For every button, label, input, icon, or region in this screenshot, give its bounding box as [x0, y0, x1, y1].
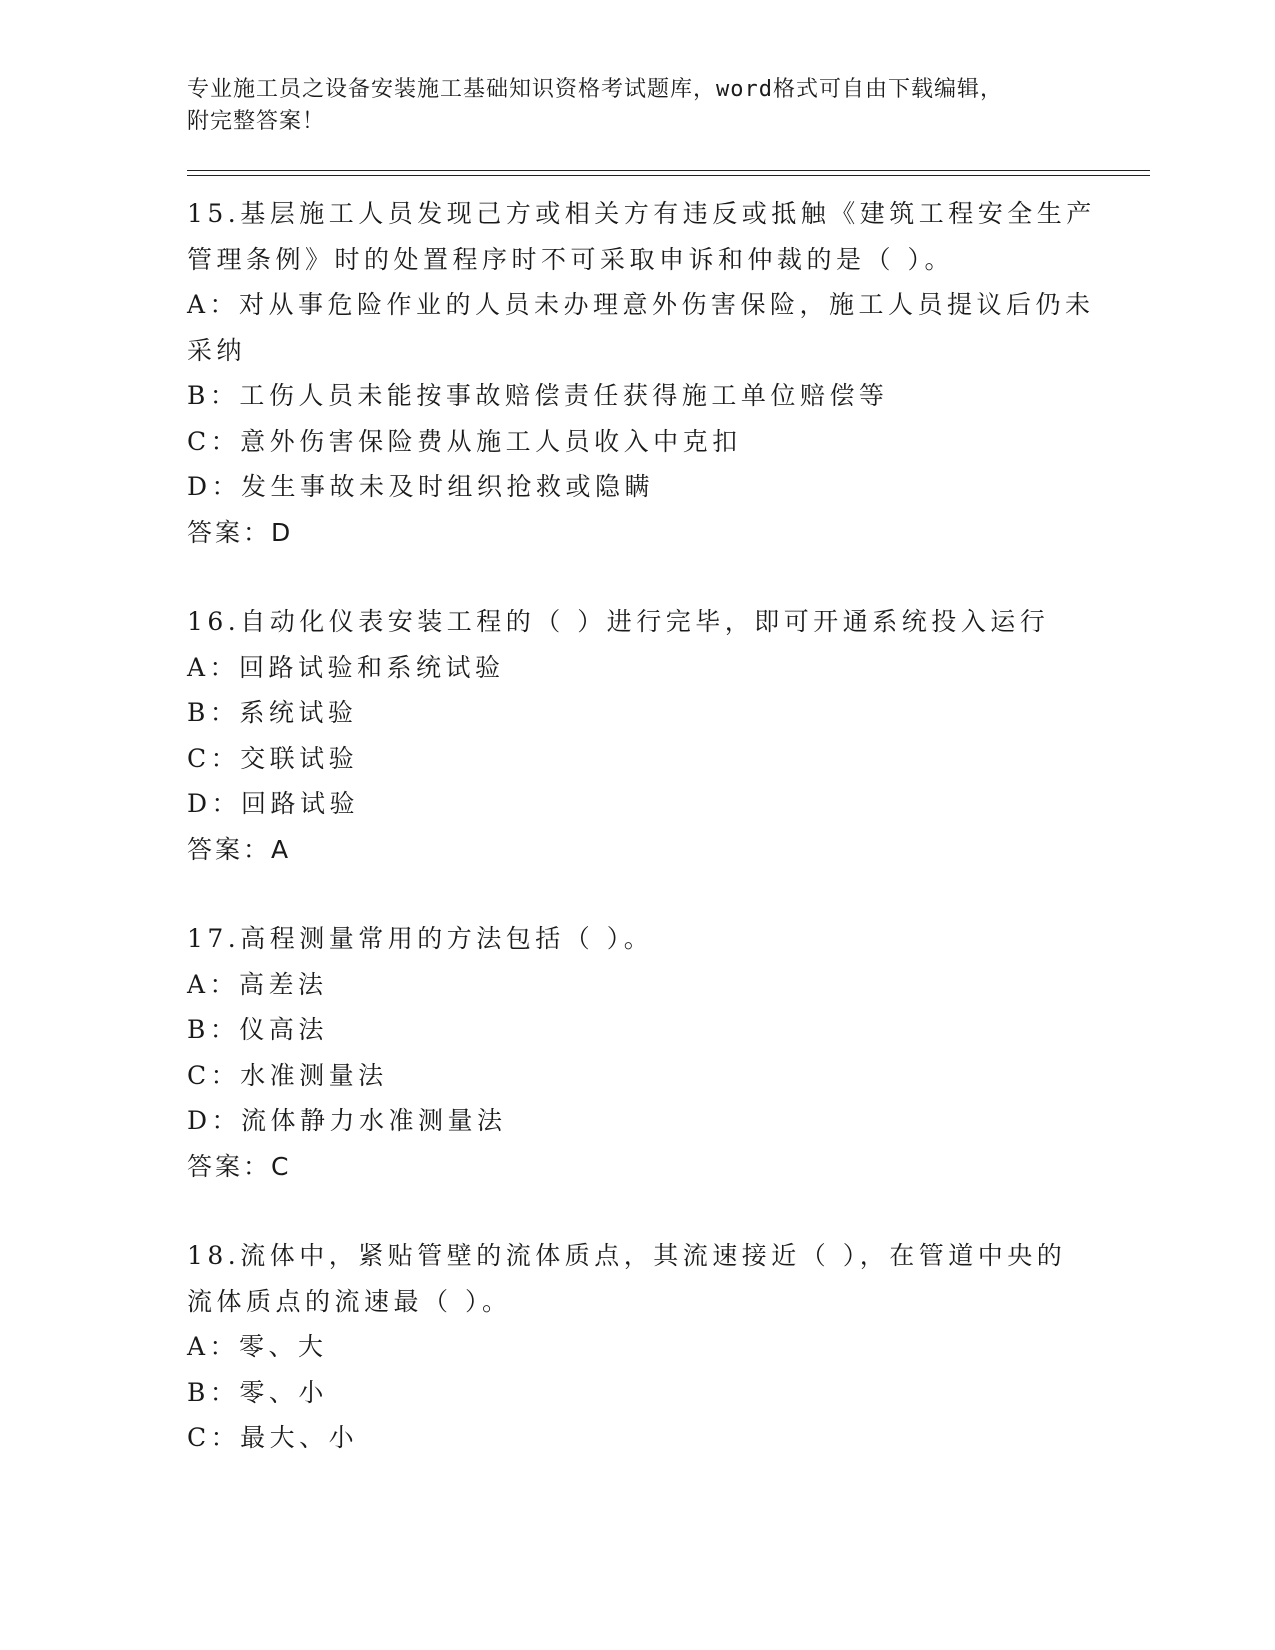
- option-d: D：流体静力水准测量法: [187, 1106, 507, 1135]
- question-stem-line: 16.自动化仪表安装工程的（ ）进行完毕，即可开通系统投入运行: [187, 607, 1050, 636]
- answer-line: 答案：D: [187, 517, 294, 547]
- question-stem-line: 17.高程测量常用的方法包括（ ）。: [187, 924, 654, 953]
- option-c: C：意外伤害保险费从施工人员收入中克扣: [187, 426, 742, 456]
- question-stem-line: 流体质点的流速最（ ）。: [187, 1286, 512, 1316]
- option-b: B：工伤人员未能按事故赔偿责任获得施工单位赔偿等: [187, 381, 889, 410]
- option-c: C：交联试验: [187, 743, 359, 773]
- question-stem-line: 18.流体中，紧贴管壁的流体质点，其流速接近（ ），在管道中央的: [187, 1241, 1067, 1270]
- option-a-continued: 采纳: [187, 335, 247, 365]
- option-b: B：仪高法: [187, 1015, 328, 1044]
- option-b: B：系统试验: [187, 698, 358, 727]
- question-16: [187, 599, 1107, 872]
- question-15: [187, 191, 1107, 555]
- option-d: D：发生事故未及时组织抢救或隐瞒: [187, 472, 655, 501]
- option-a: A：回路试验和系统试验: [187, 652, 505, 682]
- option-b: B：零、小: [187, 1377, 328, 1407]
- option-a: A：对从事危险作业的人员未办理意外伤害保险，施工人员提议后仍未: [187, 290, 1095, 319]
- header-line-1: 专业施工员之设备安装施工基础知识资格考试题库，word格式可自由下载编辑，: [187, 77, 1003, 102]
- option-c: C：水准测量法: [187, 1060, 388, 1090]
- option-c: C：最大、小: [187, 1423, 359, 1452]
- answer-line: 答案：A: [187, 834, 292, 864]
- question-list: [187, 191, 1107, 1505]
- option-a: A：零、大: [187, 1332, 328, 1361]
- header-rule-top: [187, 170, 1150, 171]
- question-stem-line: 管理条例》时的处置程序时不可采取申诉和仲裁的是（ ）。: [187, 244, 954, 274]
- option-d: D：回路试验: [187, 789, 360, 818]
- answer-line: 答案：C: [187, 1151, 292, 1181]
- question-stem-line: 15.基层施工人员发现己方或相关方有违反或抵触《建筑工程安全生产: [187, 199, 1096, 228]
- option-a: A：高差法: [187, 969, 328, 999]
- header-rule-bottom: [187, 175, 1150, 176]
- question-17: [187, 916, 1107, 1189]
- document-header: [187, 74, 1087, 138]
- question-18: [187, 1233, 1107, 1461]
- header-line-2: 附完整答案！: [187, 109, 326, 134]
